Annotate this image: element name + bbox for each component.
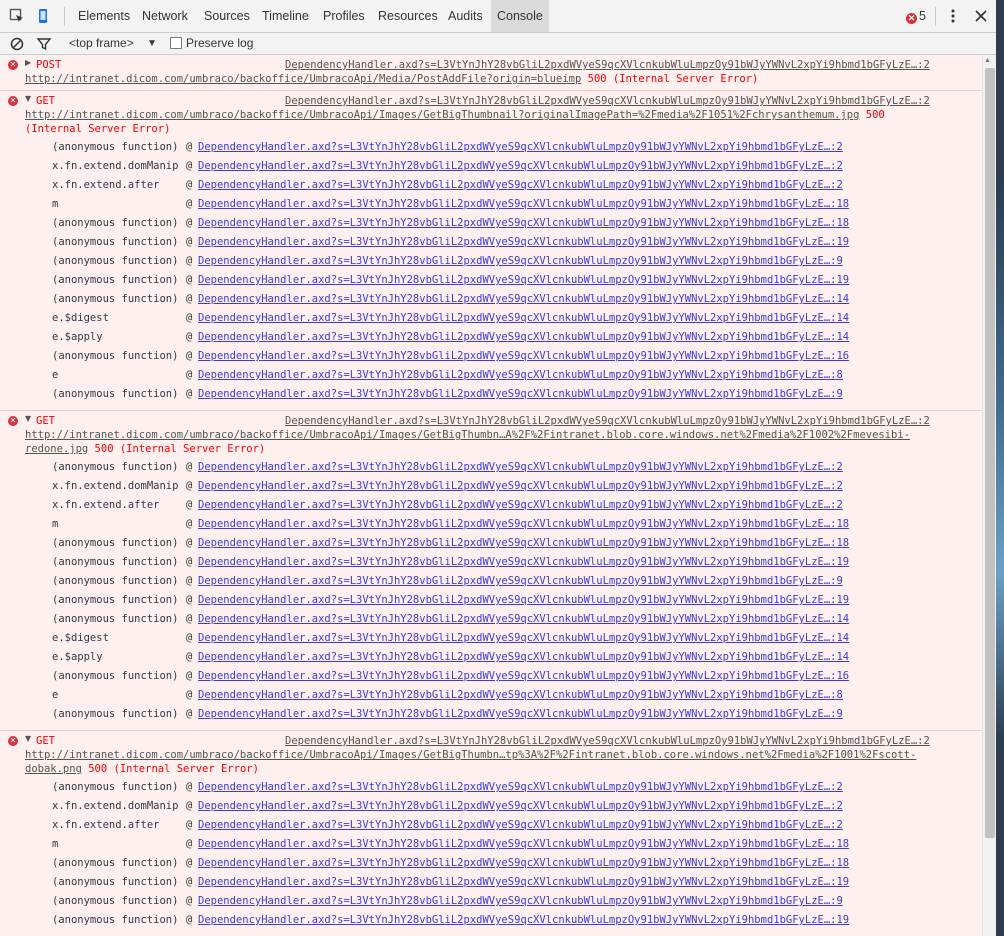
toolbar-divider [935, 7, 936, 26]
source-link[interactable]: DependencyHandler.axd?s=L3VtYnJhY28vbGliL2pxdWVyeS9qcXVlcnkubWluLmpzOy91bWJyYWNvL2xpYi9hbmd1bGFyLzE…:2 [285, 59, 930, 71]
function-name: m [52, 838, 59, 850]
at-symbol: @ [186, 613, 193, 625]
frame-source-link[interactable]: DependencyHandler.axd?s=L3VtYnJhY28vbGliL2pxdWVyeS9qcXVlcnkubWluLmpzOy91bWJyYWNvL2xpYi9hbmd1bGFyLzE…:9 [198, 895, 843, 907]
tab-resources[interactable]: Resources [378, 9, 438, 23]
close-icon[interactable] [973, 8, 989, 24]
stack-frame [52, 252, 843, 271]
function-name: x.fn.extend.domManip [52, 160, 179, 172]
function-name: (anonymous function) [52, 350, 179, 362]
at-symbol: @ [186, 255, 193, 267]
frame-source-link[interactable]: DependencyHandler.axd?s=L3VtYnJhY28vbGliL2pxdWVyeS9qcXVlcnkubWluLmpzOy91bWJyYWNvL2xpYi9hbmd1bGFyLzE…:16 [198, 670, 850, 682]
tab-profiles[interactable]: Profiles [323, 9, 365, 23]
at-symbol: @ [186, 217, 193, 229]
stack-frame [52, 667, 849, 686]
frame-source-link[interactable]: DependencyHandler.axd?s=L3VtYnJhY28vbGliL2pxdWVyeS9qcXVlcnkubWluLmpzOy91bWJyYWNvL2xpYi9hbmd1bGFyLzE…:19 [198, 556, 850, 568]
stack-frame [52, 686, 843, 705]
stack-frame [52, 496, 843, 515]
stack-frame [52, 157, 843, 176]
stack-frame [52, 233, 849, 252]
at-symbol: @ [186, 537, 193, 549]
function-name: e.$apply [52, 331, 103, 343]
frame-dropdown-icon[interactable]: ▼ [147, 38, 157, 49]
function-name: (anonymous function) [52, 895, 179, 907]
error-status: 500 (Internal Server Error) [587, 73, 759, 85]
at-symbol: @ [186, 819, 193, 831]
stack-frame [52, 477, 843, 496]
toolbar-divider [64, 7, 65, 26]
stack-frame [52, 366, 843, 385]
function-name: (anonymous function) [52, 556, 179, 568]
function-name: (anonymous function) [52, 613, 179, 625]
function-name: (anonymous function) [52, 461, 179, 473]
at-symbol: @ [186, 293, 193, 305]
tab-network[interactable]: Network [142, 9, 188, 23]
frame-source-link[interactable]: DependencyHandler.axd?s=L3VtYnJhY28vbGliL2pxdWVyeS9qcXVlcnkubWluLmpzOy91bWJyYWNvL2xpYi9hbmd1bGFyLzE…:2 [198, 141, 843, 153]
stack-frame [52, 797, 843, 816]
frame-source-link[interactable]: DependencyHandler.axd?s=L3VtYnJhY28vbGliL2pxdWVyeS9qcXVlcnkubWluLmpzOy91bWJyYWNvL2xpYi9hbmd1bGFyLzE…:19 [198, 914, 850, 926]
at-symbol: @ [186, 670, 193, 682]
stack-frame [52, 385, 843, 404]
function-name: (anonymous function) [52, 857, 179, 869]
frame-source-link[interactable]: DependencyHandler.axd?s=L3VtYnJhY28vbGliL2pxdWVyeS9qcXVlcnkubWluLmpzOy91bWJyYWNvL2xpYi9hbmd1bGFyLzE…:14 [198, 312, 850, 324]
console-error-message [0, 731, 982, 936]
frame-source-link[interactable]: DependencyHandler.axd?s=L3VtYnJhY28vbGliL2pxdWVyeS9qcXVlcnkubWluLmpzOy91bWJyYWNvL2xpYi9hbmd1bGFyLzE…:16 [198, 350, 850, 362]
tab-elements[interactable]: Elements [78, 9, 131, 23]
at-symbol: @ [186, 556, 193, 568]
stack-frame [52, 778, 843, 797]
frame-source-link[interactable]: DependencyHandler.axd?s=L3VtYnJhY28vbGliL2pxdWVyeS9qcXVlcnkubWluLmpzOy91bWJyYWNvL2xpYi9hbmd1bGFyLzE…:2 [198, 819, 843, 831]
preserve-log-checkbox[interactable] [170, 33, 253, 54]
error-icon: ✕ [907, 13, 916, 23]
frame-source-link[interactable]: DependencyHandler.axd?s=L3VtYnJhY28vbGliL2pxdWVyeS9qcXVlcnkubWluLmpzOy91bWJyYWNvL2xpYi9hbmd1bGFyLzE…:2 [198, 800, 843, 812]
request-url[interactable]: http://intranet.dicom.com/umbraco/backoffice/UmbracoApi/Images/GetBigThumbn…A%2F%2Fintranet.blob.core.windows.net%2Fmedia%2F1002%2Fmevesibi- [25, 429, 911, 441]
function-name: (anonymous function) [52, 781, 179, 793]
message-body [25, 72, 758, 86]
stack-frame [52, 648, 849, 667]
frame-source-link[interactable]: DependencyHandler.axd?s=L3VtYnJhY28vbGliL2pxdWVyeS9qcXVlcnkubWluLmpzOy91bWJyYWNvL2xpYi9hbmd1bGFyLzE…:9 [198, 255, 843, 267]
at-symbol: @ [186, 575, 193, 587]
console-error-message [0, 55, 982, 91]
frame-source-link[interactable]: DependencyHandler.axd?s=L3VtYnJhY28vbGliL2pxdWVyeS9qcXVlcnkubWluLmpzOy91bWJyYWNvL2xpYi9hbmd1bGFyLzE…:14 [198, 293, 850, 305]
request-method: GET [36, 95, 55, 107]
console-messages [0, 55, 982, 936]
collapse-triangle-icon[interactable]: ▼ [25, 94, 32, 103]
frame-source-link[interactable]: DependencyHandler.axd?s=L3VtYnJhY28vbGliL2pxdWVyeS9qcXVlcnkubWluLmpzOy91bWJyYWNvL2xpYi9hbmd1bGFyLzE…:9 [198, 575, 843, 587]
function-name: e.$apply [52, 651, 103, 663]
error-icon: ✕ [9, 60, 17, 69]
desktop-background [996, 0, 1004, 936]
stack-frame [52, 911, 849, 930]
stack-frame [52, 534, 849, 553]
console-error-message [0, 91, 982, 411]
error-icon: ✕ [9, 736, 17, 745]
stack-frame [52, 214, 849, 233]
stack-frame [52, 873, 849, 892]
frame-selector[interactable]: <top frame> [69, 36, 134, 50]
at-symbol: @ [186, 160, 193, 172]
message-body-cont [25, 442, 265, 456]
stack-frame [52, 835, 849, 854]
at-symbol: @ [186, 632, 193, 644]
request-method: POST [36, 59, 62, 71]
clear-console-icon[interactable] [9, 36, 25, 52]
stack-frame [52, 629, 849, 648]
request-url[interactable]: http://intranet.dicom.com/umbraco/backoffice/UmbracoApi/Images/GetBigThumbn…tp%3A%2F%2Fintranet.blob.core.windows.net%2Fmedia%2F1001%2Fscott- [25, 749, 917, 761]
function-name: (anonymous function) [52, 594, 179, 606]
frame-source-link[interactable]: DependencyHandler.axd?s=L3VtYnJhY28vbGliL2pxdWVyeS9qcXVlcnkubWluLmpzOy91bWJyYWNvL2xpYi9hbmd1bGFyLzE…:19 [198, 236, 850, 248]
frame-source-link[interactable]: DependencyHandler.axd?s=L3VtYnJhY28vbGliL2pxdWVyeS9qcXVlcnkubWluLmpzOy91bWJyYWNvL2xpYi9hbmd1bGFyLzE…:18 [198, 537, 850, 549]
frame-source-link[interactable]: DependencyHandler.axd?s=L3VtYnJhY28vbGliL2pxdWVyeS9qcXVlcnkubWluLmpzOy91bWJyYWNvL2xpYi9hbmd1bGFyLzE…:18 [198, 217, 850, 229]
tab-console[interactable]: Console [491, 0, 549, 32]
at-symbol: @ [186, 895, 193, 907]
frame-source-link[interactable]: DependencyHandler.axd?s=L3VtYnJhY28vbGliL2pxdWVyeS9qcXVlcnkubWluLmpzOy91bWJyYWNvL2xpYi9hbmd1bGFyLzE…:19 [198, 594, 850, 606]
at-symbol: @ [186, 838, 193, 850]
frame-source-link[interactable]: DependencyHandler.axd?s=L3VtYnJhY28vbGliL2pxdWVyeS9qcXVlcnkubWluLmpzOy91bWJyYWNvL2xpYi9hbmd1bGFyLzE…:2 [198, 160, 843, 172]
frame-source-link[interactable]: DependencyHandler.axd?s=L3VtYnJhY28vbGliL2pxdWVyeS9qcXVlcnkubWluLmpzOy91bWJyYWNvL2xpYi9hbmd1bGFyLzE…:18 [198, 198, 850, 210]
device-mode-icon[interactable] [35, 8, 51, 24]
at-symbol: @ [186, 350, 193, 362]
frame-source-link[interactable]: DependencyHandler.axd?s=L3VtYnJhY28vbGliL2pxdWVyeS9qcXVlcnkubWluLmpzOy91bWJyYWNvL2xpYi9hbmd1bGFyLzE…:2 [198, 461, 843, 473]
function-name: (anonymous function) [52, 388, 179, 400]
console-toolbar [0, 33, 996, 55]
function-name: (anonymous function) [52, 217, 179, 229]
function-name: (anonymous function) [52, 274, 179, 286]
scrollbar-thumb[interactable] [985, 68, 995, 838]
at-symbol: @ [186, 331, 193, 343]
at-symbol: @ [186, 594, 193, 606]
function-name: x.fn.extend.after [52, 179, 160, 191]
function-name: m [52, 518, 59, 530]
request-method: GET [36, 415, 55, 427]
stack-frame [52, 553, 849, 572]
frame-source-link[interactable]: DependencyHandler.axd?s=L3VtYnJhY28vbGliL2pxdWVyeS9qcXVlcnkubWluLmpzOy91bWJyYWNvL2xpYi9hbmd1bGFyLzE…:2 [198, 499, 843, 511]
error-icon: ✕ [9, 96, 17, 105]
message-body-cont [25, 762, 259, 776]
stack-frame [52, 572, 843, 591]
at-symbol: @ [186, 480, 193, 492]
at-symbol: @ [186, 781, 193, 793]
stack-frame [52, 176, 843, 195]
request-url-cont[interactable]: dobak.png [25, 763, 82, 775]
function-name: x.fn.extend.after [52, 499, 160, 511]
at-symbol: @ [186, 800, 193, 812]
function-name: x.fn.extend.domManip [52, 480, 179, 492]
stack-frame [52, 328, 849, 347]
at-symbol: @ [186, 689, 193, 701]
at-symbol: @ [186, 914, 193, 926]
filter-icon[interactable] [36, 36, 52, 52]
at-symbol: @ [186, 518, 193, 530]
tab-sources[interactable]: Sources [204, 9, 250, 23]
frame-source-link[interactable]: DependencyHandler.axd?s=L3VtYnJhY28vbGliL2pxdWVyeS9qcXVlcnkubWluLmpzOy91bWJyYWNvL2xpYi9hbmd1bGFyLzE…:18 [198, 838, 850, 850]
stack-frame [52, 816, 843, 835]
stack-frame [52, 195, 849, 214]
function-name: (anonymous function) [52, 255, 179, 267]
frame-source-link[interactable]: DependencyHandler.axd?s=L3VtYnJhY28vbGliL2pxdWVyeS9qcXVlcnkubWluLmpzOy91bWJyYWNvL2xpYi9hbmd1bGFyLzE…:14 [198, 632, 850, 644]
at-symbol: @ [186, 274, 193, 286]
preserve-log-label: Preserve log [186, 36, 254, 50]
function-name: m [52, 198, 59, 210]
stack-frame [52, 290, 849, 309]
function-name: e.$digest [52, 312, 109, 324]
main-toolbar [0, 0, 996, 33]
collapse-triangle-icon[interactable]: ▼ [25, 414, 32, 423]
frame-source-link[interactable]: DependencyHandler.axd?s=L3VtYnJhY28vbGliL2pxdWVyeS9qcXVlcnkubWluLmpzOy91bWJyYWNvL2xpYi9hbmd1bGFyLzE…:14 [198, 331, 850, 343]
frame-source-link[interactable]: DependencyHandler.axd?s=L3VtYnJhY28vbGliL2pxdWVyeS9qcXVlcnkubWluLmpzOy91bWJyYWNvL2xpYi9hbmd1bGFyLzE…:2 [198, 781, 843, 793]
stack-frame [52, 138, 843, 157]
at-symbol: @ [186, 857, 193, 869]
frame-source-link[interactable]: DependencyHandler.axd?s=L3VtYnJhY28vbGliL2pxdWVyeS9qcXVlcnkubWluLmpzOy91bWJyYWNvL2xpYi9hbmd1bGFyLzE…:8 [198, 689, 843, 701]
request-url-cont[interactable]: redone.jpg [25, 443, 89, 455]
stack-frame [52, 854, 849, 873]
at-symbol: @ [186, 141, 193, 153]
collapse-triangle-icon[interactable]: ▼ [25, 734, 32, 743]
tab-audits[interactable]: Audits [448, 9, 483, 23]
at-symbol: @ [186, 708, 193, 720]
frame-source-link[interactable]: DependencyHandler.axd?s=L3VtYnJhY28vbGliL2pxdWVyeS9qcXVlcnkubWluLmpzOy91bWJyYWNvL2xpYi9hbmd1bGFyLzE…:19 [198, 876, 850, 888]
frame-source-link[interactable]: DependencyHandler.axd?s=L3VtYnJhY28vbGliL2pxdWVyeS9qcXVlcnkubWluLmpzOy91bWJyYWNvL2xpYi9hbmd1bGFyLzE…:14 [198, 651, 850, 663]
frame-source-link[interactable]: DependencyHandler.axd?s=L3VtYnJhY28vbGliL2pxdWVyeS9qcXVlcnkubWluLmpzOy91bWJyYWNvL2xpYi9hbmd1bGFyLzE…:2 [198, 480, 843, 492]
frame-source-link[interactable]: DependencyHandler.axd?s=L3VtYnJhY28vbGliL2pxdWVyeS9qcXVlcnkubWluLmpzOy91bWJyYWNvL2xpYi9hbmd1bGFyLzE…:19 [198, 274, 850, 286]
at-symbol: @ [186, 499, 193, 511]
error-icon: ✕ [9, 416, 17, 425]
message-body [25, 108, 885, 122]
stack-frame [52, 271, 849, 290]
frame-source-link[interactable]: DependencyHandler.axd?s=L3VtYnJhY28vbGliL2pxdWVyeS9qcXVlcnkubWluLmpzOy91bWJyYWNvL2xpYi9hbmd1bGFyLzE…:9 [198, 388, 843, 400]
stack-frame [52, 591, 849, 610]
function-name: (anonymous function) [52, 708, 179, 720]
at-symbol: @ [186, 388, 193, 400]
function-name: x.fn.extend.domManip [52, 800, 179, 812]
frame-source-link[interactable]: DependencyHandler.axd?s=L3VtYnJhY28vbGliL2pxdWVyeS9qcXVlcnkubWluLmpzOy91bWJyYWNvL2xpYi9hbmd1bGFyLzE…:18 [198, 857, 850, 869]
function-name: (anonymous function) [52, 537, 179, 549]
function-name: (anonymous function) [52, 293, 179, 305]
error-counter[interactable] [906, 0, 926, 32]
stack-frame [52, 705, 843, 724]
at-symbol: @ [186, 651, 193, 663]
request-method: GET [36, 735, 55, 747]
request-url[interactable]: http://intranet.dicom.com/umbraco/backoffice/UmbracoApi/Media/PostAddFile?origin=blueimp [25, 73, 582, 85]
error-status: 500 [865, 109, 885, 121]
function-name: (anonymous function) [52, 575, 179, 587]
error-status: 500 (Internal Server Error) [94, 443, 266, 455]
tab-timeline[interactable]: Timeline [262, 9, 309, 23]
error-status: 500 (Internal Server Error) [88, 763, 259, 775]
request-url[interactable]: http://intranet.dicom.com/umbraco/backoffice/UmbracoApi/Images/GetBigThumbnail?originalImagePath=%2Fmedia%2F1051%2Fchrysanthemum.jpg [25, 109, 860, 121]
stack-frame [52, 610, 849, 629]
function-name: (anonymous function) [52, 236, 179, 248]
at-symbol: @ [186, 461, 193, 473]
stack-frame [52, 458, 843, 477]
frame-source-link[interactable]: DependencyHandler.axd?s=L3VtYnJhY28vbGliL2pxdWVyeS9qcXVlcnkubWluLmpzOy91bWJyYWNvL2xpYi9hbmd1bGFyLzE…:9 [198, 708, 843, 720]
console-error-message [0, 411, 982, 731]
function-name: (anonymous function) [52, 914, 179, 926]
at-symbol: @ [186, 876, 193, 888]
checkbox-icon[interactable] [170, 37, 182, 49]
function-name: e [52, 369, 59, 381]
function-name: e [52, 689, 59, 701]
function-name: (anonymous function) [52, 876, 179, 888]
error-status-cont: (Internal Server Error) [25, 123, 171, 135]
function-name: (anonymous function) [52, 670, 179, 682]
inspect-element-icon[interactable] [9, 8, 25, 24]
frame-source-link[interactable]: DependencyHandler.axd?s=L3VtYnJhY28vbGliL2pxdWVyeS9qcXVlcnkubWluLmpzOy91bWJyYWNvL2xpYi9hbmd1bGFyLzE…:14 [198, 613, 850, 625]
stack-frame [52, 515, 849, 534]
source-link[interactable]: DependencyHandler.axd?s=L3VtYnJhY28vbGliL2pxdWVyeS9qcXVlcnkubWluLmpzOy91bWJyYWNvL2xpYi9hbmd1bGFyLzE…:2 [285, 95, 930, 107]
source-link[interactable]: DependencyHandler.axd?s=L3VtYnJhY28vbGliL2pxdWVyeS9qcXVlcnkubWluLmpzOy91bWJyYWNvL2xpYi9hbmd1bGFyLzE…:2 [285, 415, 930, 427]
frame-source-link[interactable]: DependencyHandler.axd?s=L3VtYnJhY28vbGliL2pxdWVyeS9qcXVlcnkubWluLmpzOy91bWJyYWNvL2xpYi9hbmd1bGFyLzE…:2 [198, 179, 843, 191]
at-symbol: @ [186, 369, 193, 381]
frame-source-link[interactable]: DependencyHandler.axd?s=L3VtYnJhY28vbGliL2pxdWVyeS9qcXVlcnkubWluLmpzOy91bWJyYWNvL2xpYi9hbmd1bGFyLzE…:8 [198, 369, 843, 381]
expand-triangle-icon[interactable]: ▶ [25, 58, 32, 67]
more-options-icon[interactable] [945, 8, 961, 24]
function-name: (anonymous function) [52, 141, 179, 153]
at-symbol: @ [186, 312, 193, 324]
function-name: x.fn.extend.after [52, 819, 160, 831]
stack-frame [52, 309, 849, 328]
stack-frame [52, 347, 849, 366]
stack-frame [52, 892, 843, 911]
function-name: e.$digest [52, 632, 109, 644]
desktop-highlight [996, 180, 1004, 740]
frame-source-link[interactable]: DependencyHandler.axd?s=L3VtYnJhY28vbGliL2pxdWVyeS9qcXVlcnkubWluLmpzOy91bWJyYWNvL2xpYi9hbmd1bGFyLzE…:18 [198, 518, 850, 530]
error-count: 5 [919, 9, 926, 23]
source-link[interactable]: DependencyHandler.axd?s=L3VtYnJhY28vbGliL2pxdWVyeS9qcXVlcnkubWluLmpzOy91bWJyYWNvL2xpYi9hbmd1bGFyLzE…:2 [285, 735, 930, 747]
at-symbol: @ [186, 236, 193, 248]
at-symbol: @ [186, 179, 193, 191]
scroll-up-arrow-icon[interactable]: ▲ [984, 57, 991, 64]
at-symbol: @ [186, 198, 193, 210]
